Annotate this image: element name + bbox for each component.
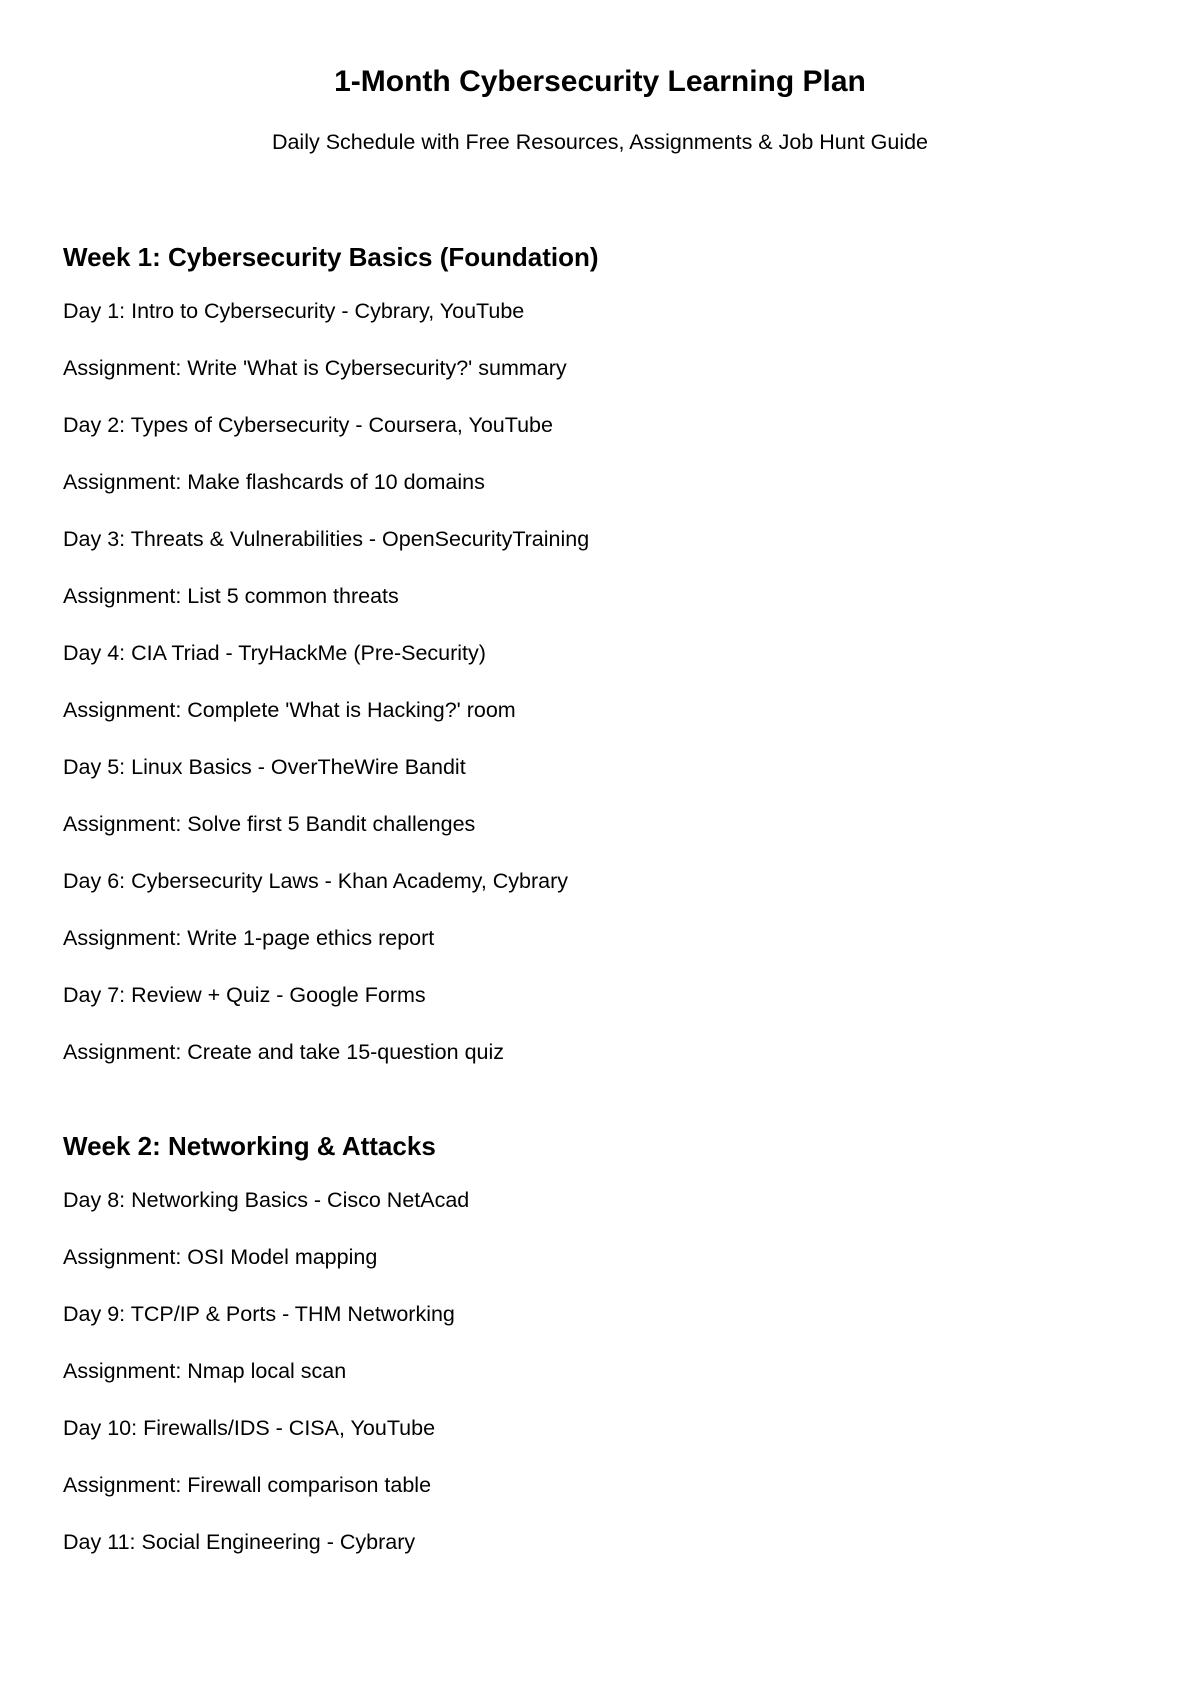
day-3-assignment: Assignment: List 5 common threats <box>63 584 399 608</box>
week-1-heading: Week 1: Cybersecurity Basics (Foundation) <box>63 242 599 272</box>
day-2-assignment: Assignment: Make flashcards of 10 domains <box>63 470 485 494</box>
day-1-entry: Day 1: Intro to Cybersecurity - Cybrary, YouTube <box>63 299 525 323</box>
week-1-section <box>63 240 1143 1095</box>
day-6-entry: Day 6: Cybersecurity Laws - Khan Academy, Cybrary <box>63 869 569 893</box>
day-7-assignment: Assignment: Create and take 15-question quiz <box>63 1040 505 1064</box>
day-7-entry: Day 7: Review + Quiz - Google Forms <box>63 983 426 1007</box>
day-11-entry: Day 11: Social Engineering - Cybrary <box>63 1530 416 1554</box>
week-2-heading: Week 2: Networking & Attacks <box>63 1131 436 1161</box>
document-subtitle: Daily Schedule with Free Resources, Assignments & Job Hunt Guide <box>271 130 929 154</box>
day-8-entry: Day 8: Networking Basics - Cisco NetAcad <box>63 1188 470 1212</box>
day-2-entry: Day 2: Types of Cybersecurity - Coursera, YouTube <box>63 413 553 437</box>
day-5-assignment: Assignment: Solve first 5 Bandit challenges <box>63 812 476 836</box>
day-6-assignment: Assignment: Write 1-page ethics report <box>63 926 435 950</box>
day-8-assignment: Assignment: OSI Model mapping <box>63 1245 378 1269</box>
day-4-assignment: Assignment: Complete 'What is Hacking?' room <box>63 698 516 722</box>
day-3-entry: Day 3: Threats & Vulnerabilities - OpenSecurityTraining <box>63 527 590 551</box>
week-2-section <box>63 1129 1143 1585</box>
document-title: 1-Month Cybersecurity Learning Plan <box>334 65 866 98</box>
day-9-entry: Day 9: TCP/IP & Ports - THM Networking <box>63 1302 455 1326</box>
day-9-assignment: Assignment: Nmap local scan <box>63 1359 347 1383</box>
day-1-assignment: Assignment: Write 'What is Cybersecurity?' summary <box>63 356 567 380</box>
day-10-assignment: Assignment: Firewall comparison table <box>63 1473 432 1497</box>
day-5-entry: Day 5: Linux Basics - OverTheWire Bandit <box>63 755 466 779</box>
day-10-entry: Day 10: Firewalls/IDS - CISA, YouTube <box>63 1416 436 1440</box>
day-4-entry: Day 4: CIA Triad - TryHackMe (Pre-Security) <box>63 641 486 665</box>
